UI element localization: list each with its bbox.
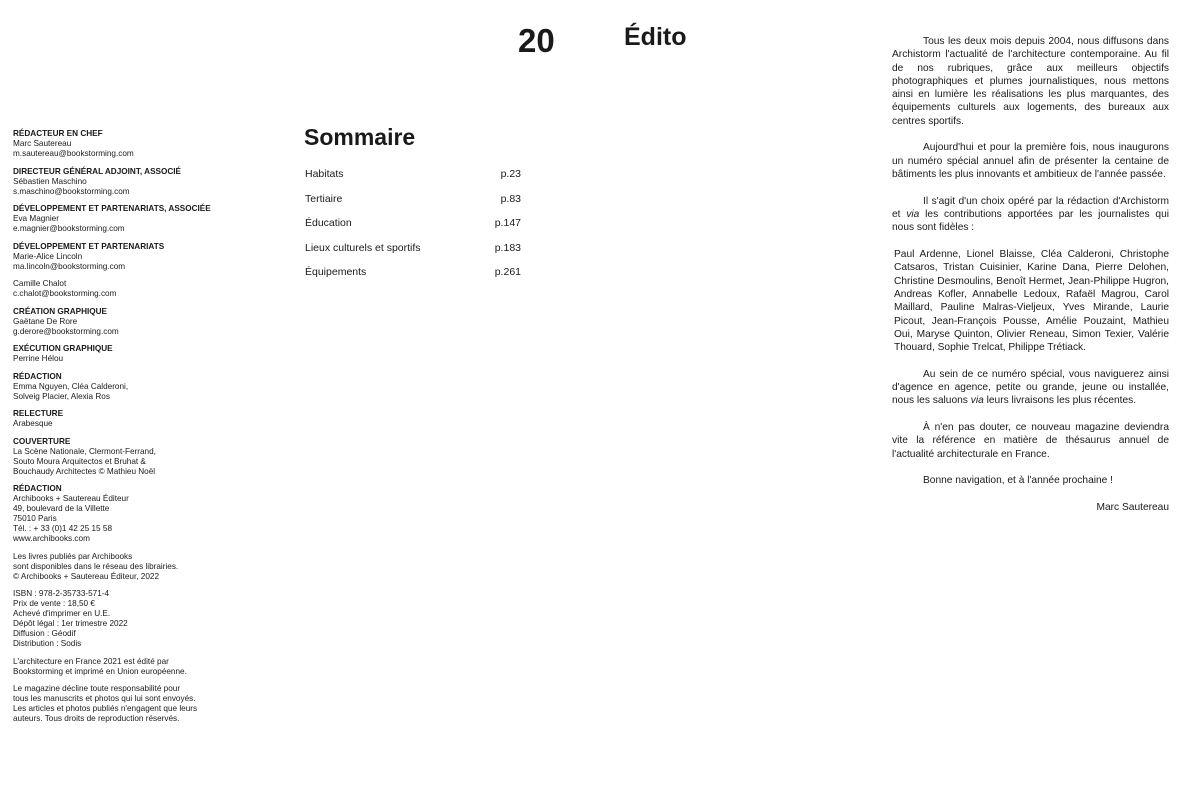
- note-line: Bookstorming et imprimé en Union européenne.: [13, 666, 187, 676]
- toc-row: [305, 167, 521, 192]
- note-line: ISBN : 978-2-35733-571-4: [13, 589, 110, 598]
- edito-paragraph: Aujourd'hui et pour la première fois, nous inaugurons un numéro spécial annuel afin de présenter la centaine de bâtiments les plus innovants et ambitieux de l'année passée.: [892, 142, 1169, 181]
- toc-page: p.183: [494, 241, 521, 254]
- credit-line: 49, boulevard de la Villette: [13, 504, 110, 513]
- credit-line: Gaëtane De Rore: [13, 316, 78, 326]
- toc-page: p.147: [494, 217, 521, 229]
- note-line: Prix de vente : 18,50 €: [13, 599, 95, 608]
- edito-text: [892, 35, 1169, 514]
- credit-role: RÉDACTION: [13, 484, 62, 493]
- toc-label: Tertiaire: [305, 192, 343, 205]
- toc-row: [305, 241, 521, 266]
- credit-role: EXÉCUTION GRAPHIQUE: [13, 344, 113, 353]
- credit-role: DIRECTEUR GÉNÉRAL ADJOINT, ASSOCIÉ: [13, 166, 182, 176]
- credit-block: [13, 372, 238, 402]
- credit-line: Tél. : + 33 (0)1 42 25 15 58: [13, 524, 112, 533]
- note-line: auteurs. Tous droits de reproduction réservés.: [13, 714, 180, 723]
- note-line: Diffusion : Géodif: [13, 629, 76, 638]
- publication-note: [13, 552, 238, 582]
- note-line: Achevé d'imprimer en U.E.: [13, 609, 111, 618]
- edito-paragraph: Tous les deux mois depuis 2004, nous diffusons dans Archistorm l'actualité de l'architecture contemporaine. Au fil de nos rubriques, grâce aux meilleurs objectifs photographiques et plumes journalistiques, nous mettons ainsi en lumière les réalisations les plus marquantes, des équipements culturels aux logements, des bureaux aux centres sportifs.: [892, 36, 1169, 127]
- publication-note: [13, 589, 238, 649]
- credit-block: [13, 242, 238, 272]
- credit-line: c.chalot@bookstorming.com: [13, 289, 117, 298]
- note-line: Le magazine décline toute responsabilité pour: [13, 684, 181, 693]
- note-line: Dépôt légal : 1er trimestre 2022: [13, 619, 128, 628]
- note-line: sont disponibles dans le réseau des librairies.: [13, 561, 179, 571]
- credit-role: COUVERTURE: [13, 436, 71, 446]
- credit-line: s.maschino@bookstorming.com: [13, 186, 130, 196]
- credit-line: g.derore@bookstorming.com: [13, 326, 119, 336]
- credit-line: La Scène Nationale, Clermont-Ferrand,: [13, 446, 156, 456]
- credit-line: e.magnier@bookstorming.com: [13, 224, 125, 233]
- credit-line: www.archibooks.com: [13, 534, 90, 543]
- credit-block: [13, 129, 238, 159]
- toc-label: Équipements: [305, 266, 367, 278]
- credit-line: Souto Moura Arquitectos et Bruhat &: [13, 456, 146, 466]
- credit-line: m.sautereau@bookstorming.com: [13, 149, 134, 158]
- edito-heading: Édito: [624, 23, 687, 51]
- toc-label: Lieux culturels et sportifs: [305, 241, 421, 254]
- credit-block: [13, 204, 238, 234]
- toc-row: [305, 265, 521, 290]
- credit-line: Bouchaudy Architectes © Mathieu Noël: [13, 466, 156, 476]
- credit-line: Marc Sautereau: [13, 139, 72, 148]
- credit-line: Camille Chalot: [13, 279, 67, 288]
- credit-line: Sébastien Maschino: [13, 176, 87, 186]
- note-line: tous les manuscrits et photos qui lui sont envoyés.: [13, 694, 196, 703]
- credit-line: Arabesque: [13, 419, 53, 428]
- publication-note: [13, 657, 238, 677]
- table-of-contents: [305, 167, 521, 290]
- credit-role: RÉDACTION: [13, 371, 62, 381]
- toc-label: Habitats: [305, 168, 344, 180]
- credit-line: Marie-Alice Lincoln: [13, 251, 83, 261]
- toc-label: Éducation: [305, 217, 352, 229]
- toc-page: p.261: [494, 266, 521, 278]
- credit-line: Eva Magnier: [13, 214, 59, 223]
- signature: Marc Sautereau: [1096, 502, 1169, 514]
- toc-page: p.83: [500, 192, 521, 205]
- credit-line: Perrine Hélou: [13, 354, 64, 363]
- credit-block: [13, 409, 238, 429]
- credit-block: [13, 167, 238, 197]
- credit-block: [13, 484, 238, 544]
- toc-row: [305, 192, 521, 217]
- credit-block: [13, 307, 238, 337]
- contributor-names: Paul Ardenne, Lionel Blaisse, Cléa Calderoni, Christophe Catsaros, Tristan Cuisinier, Karine Dana, Pierre Delohen, Christine Desmoulins, Benoît Hermet, Jean-Philippe Hugron, Andreas Kofler, Annabelle Ledoux, Rafaël Magrou, Carol Maillard, Pauline Malras-Vieljeux, Yves Mirande, Laurie Picout, Jean-François Pousse, Amélie Pouzaint, Mathieu Oui, Maryse Quinton, Olivier Reneau, Simon Texier, Valérie Thouard, Sophie Trelcat, Philippe Trétiack.: [894, 249, 1169, 354]
- toc-page: p.23: [500, 168, 521, 180]
- credit-role: RÉDACTEUR EN CHEF: [13, 129, 103, 138]
- note-line: Distribution : Sodis: [13, 639, 82, 648]
- credit-line: 75010 Paris: [13, 514, 57, 523]
- credit-role: RELECTURE: [13, 409, 64, 418]
- edito-paragraph: Au sein de ce numéro spécial, vous naviguerez ainsi d'agence en agence, petite ou grande, jeune ou installée, nous les saluons via leurs livraisons les plus récentes.: [892, 368, 1169, 407]
- page-number: 20: [518, 22, 555, 59]
- toc-row: [305, 216, 521, 241]
- credit-line: ma.lincoln@bookstorming.com: [13, 261, 126, 271]
- credit-line: Archibooks + Sautereau Éditeur: [13, 494, 129, 503]
- credit-block: [13, 344, 238, 364]
- edito-paragraph: Il s'agit d'un choix opéré par la rédaction d'Archistorm et via les contributions apportées par les journalistes qui nous sont fidèles :: [892, 195, 1170, 234]
- note-line: L'architecture en France 2021 est édité par: [13, 656, 169, 666]
- credit-role: DÉVELOPPEMENT ET PARTENARIATS, ASSOCIÉE: [13, 204, 211, 213]
- note-line: Les articles et photos publiés n'engagent que leurs: [13, 704, 198, 713]
- credit-block: [13, 279, 238, 299]
- credit-block: [13, 437, 238, 477]
- sommaire-title: Sommaire: [304, 124, 416, 150]
- credit-line: Emma Nguyen, Cléa Calderoni,: [13, 381, 129, 391]
- edito-paragraph: À n'en pas douter, ce nouveau magazine deviendra vite la référence en matière de thésaurus annuel de l'actualité architecturale en France.: [892, 422, 1169, 460]
- credits-column: [13, 129, 238, 732]
- credit-role: CRÉATION GRAPHIQUE: [13, 306, 108, 316]
- closing-line: Bonne navigation, et à l'année prochaine !: [923, 475, 1113, 487]
- publication-note: [13, 684, 238, 724]
- credit-role: DÉVELOPPEMENT ET PARTENARIATS: [13, 241, 165, 251]
- credit-line: Solveig Placier, Alexia Ros: [13, 391, 110, 401]
- note-line: Les livres publiés par Archibooks: [13, 551, 133, 561]
- note-line: © Archibooks + Sautereau Éditeur, 2022: [13, 571, 159, 581]
